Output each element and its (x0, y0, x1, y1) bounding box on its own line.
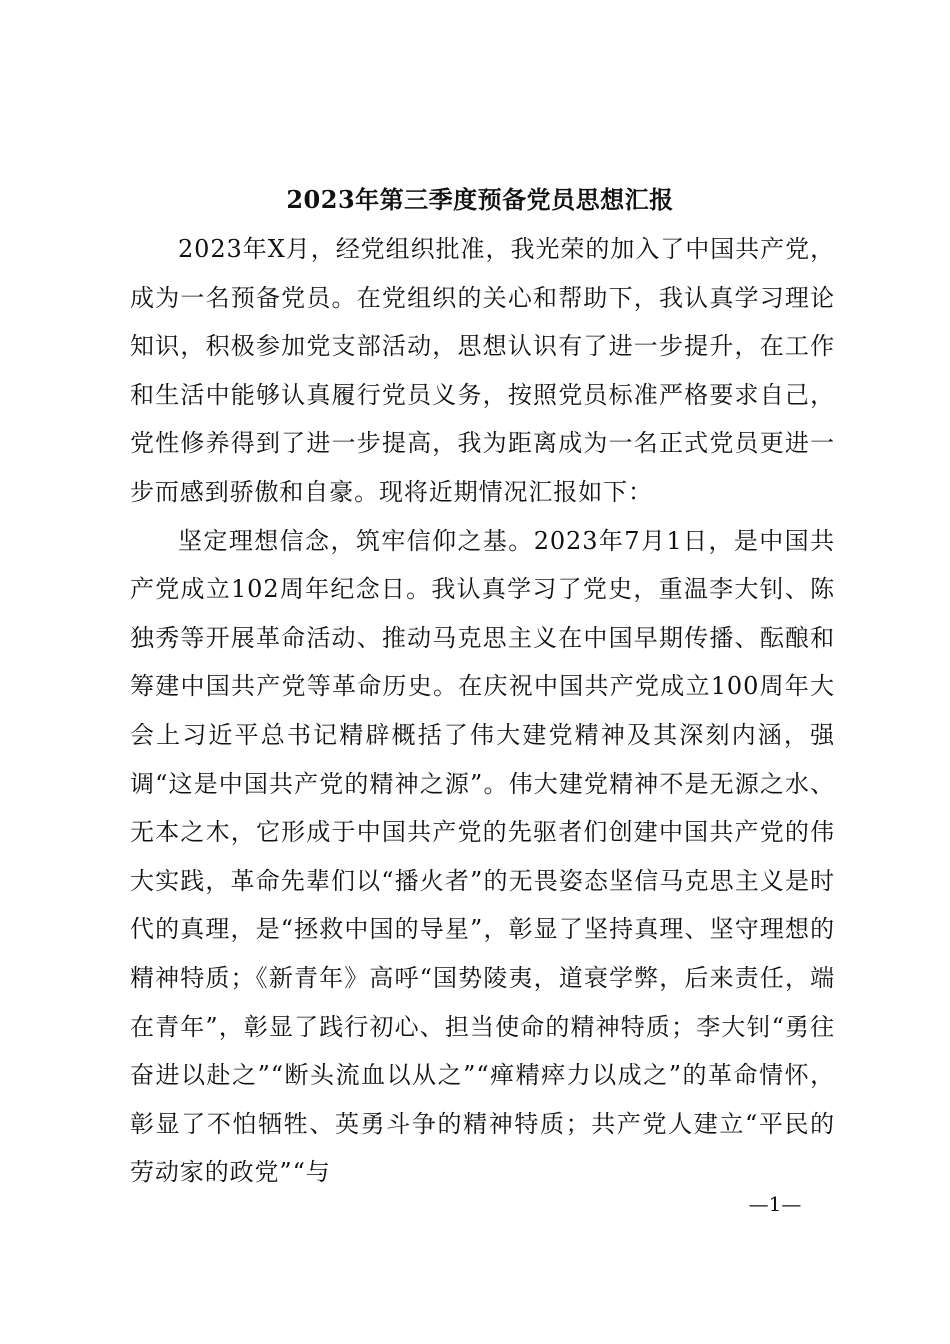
paragraph-intro: 2023年X月，经党组织批准，我光荣的加入了中国共产党，成为一名预备党员。在党组织的关心和帮助下，我认真学习理论知识，积极参加党支部活动，思想认识有了进一步提升，在工作和生活中能够认真履行党员义务，按照党员标准严格要求自己，党性修养得到了进一步提高，我为距离成为一名正式党员更进一步而感到骄傲和自豪。现将近期情况汇报如下： (130, 235, 835, 506)
page-number: —1— (748, 1192, 802, 1216)
document-body (130, 225, 835, 1197)
document-title: 2023年第三季度预备党员思想汇报 (286, 185, 674, 214)
paragraph-ideals: 坚定理想信念，筑牢信仰之基。2023年7月1日，是中国共产党成立102周年纪念日。我认真学习了党史，重温李大钊、陈独秀等开展革命活动、推动马克思主义在中国早期传播、酝酿和筹建中国共产党等革命历史。在庆祝中国共产党成立100周年大会上习近平总书记精辟概括了伟大建党精神及其深刻内涵，强调“这是中国共产党的精神之源”。伟大建党精神不是无源之水、无本之木，它形成于中国共产党的先驱者们创建中国共产党的伟大实践，革命先辈们以“播火者”的无畏姿态坚信马克思主义是时代的真理，是“拯救中国的导星”，彰显了坚持真理、坚守理想的精神特质；《新青年》高呼“国势陵夷，道衰学弊，后来责任，端在青年”，彰显了践行初心、担当使命的精神特质；李大钊“勇往奋进以赴之”“断头流血以从之”“瘅精瘁力以成之”的革命情怀，彰显了不怕牺牲、英勇斗争的精神特质；共产党人建立“平民的劳动家的政党”“与 (130, 526, 835, 1187)
